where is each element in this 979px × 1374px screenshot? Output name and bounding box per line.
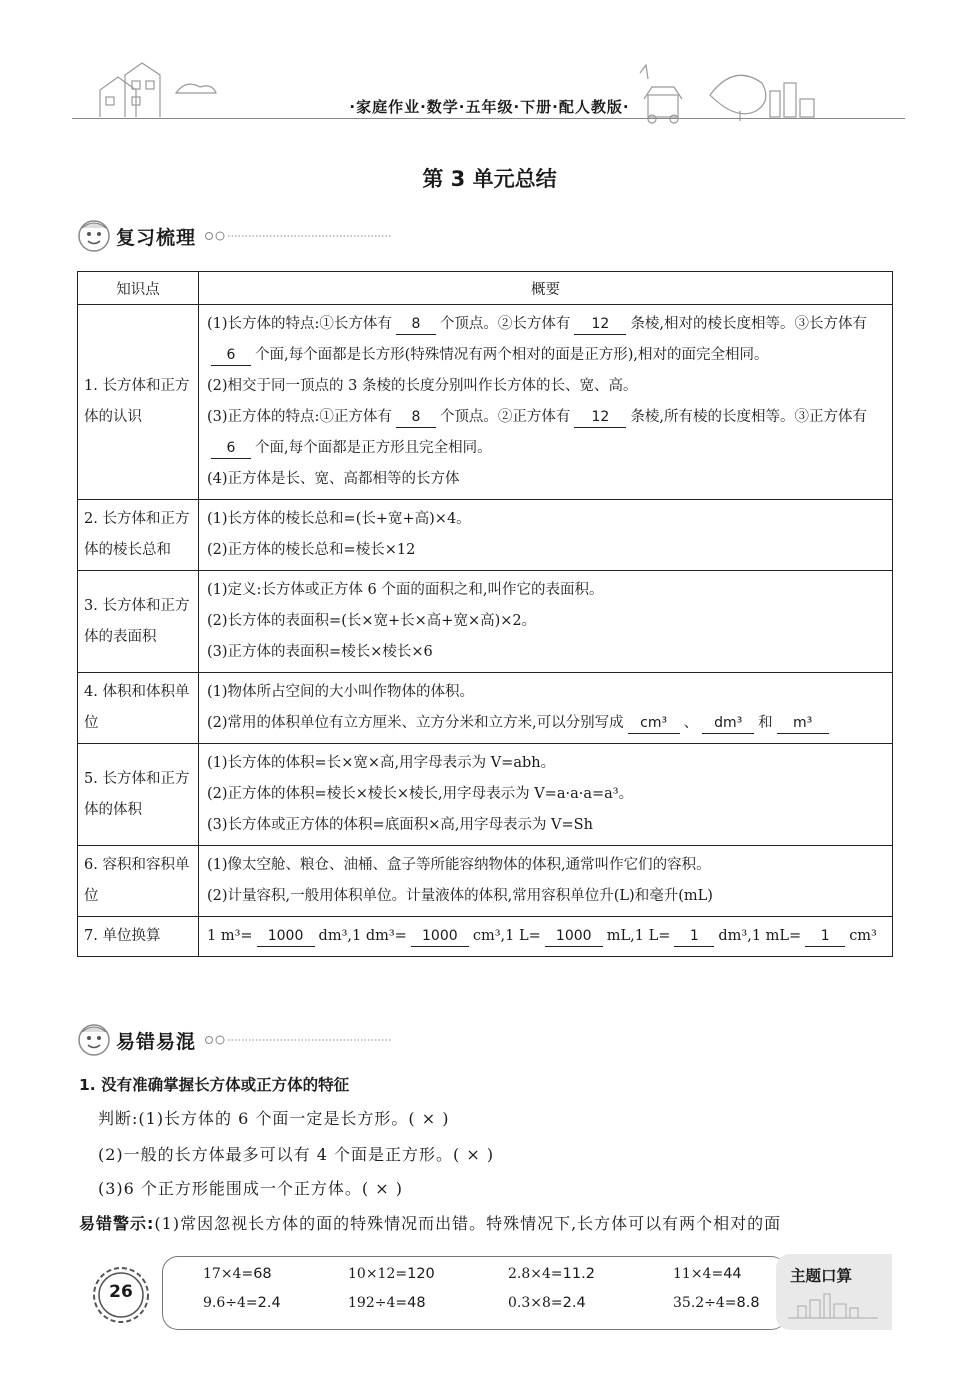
knowledge-point: 2. 长方体和正方体的棱长总和 xyxy=(78,500,199,571)
calc-answer: 44 xyxy=(723,1266,742,1282)
overview-line xyxy=(207,309,884,371)
header-illustration xyxy=(70,55,910,135)
overview-text: 条棱,相对的棱长度相等。③长方体有 xyxy=(630,316,868,332)
overview-line xyxy=(207,637,884,668)
answer-blank: 1 xyxy=(674,926,714,947)
overview-cell xyxy=(199,917,893,957)
overview-text: (1)定义:长方体或正方体 6 个面的面积之和,叫作它的表面积。 xyxy=(207,582,604,598)
overview-cell xyxy=(199,673,893,744)
mistakes-section-banner xyxy=(76,1020,394,1060)
mistake-item: (3)6 个正方形能围成一个正方体。( × ) xyxy=(98,1179,403,1198)
overview-line xyxy=(207,779,884,810)
calc-answer: 48 xyxy=(407,1295,426,1311)
overview-text: (2)计量容积,一般用体积单位。计量液体的体积,常用容积单位升(L)和毫升(mL) xyxy=(207,888,713,904)
dotted-rule xyxy=(204,231,394,241)
overview-text: mL,1 L= xyxy=(606,928,671,944)
calc-question: 35.2÷4= xyxy=(673,1295,737,1311)
table-row xyxy=(78,673,893,744)
overview-line xyxy=(207,881,884,912)
calc-question: 9.6÷4= xyxy=(203,1295,258,1311)
answer-blank: 8 xyxy=(396,314,436,335)
overview-line xyxy=(207,402,884,464)
mistake-item: (2)一般的长方体最多可以有 4 个面是正方形。( × ) xyxy=(98,1145,495,1164)
overview-line xyxy=(207,677,884,708)
knowledge-point: 6. 容积和容积单位 xyxy=(78,846,199,917)
overview-cell xyxy=(199,500,893,571)
overview-text: (3)正方体的表面积=棱长×棱长×6 xyxy=(207,644,433,660)
answer-blank: dm³ xyxy=(702,713,754,734)
review-section-label: 复习梳理 xyxy=(116,226,197,249)
overview-text: (1)物体所占空间的大小叫作物体的体积。 xyxy=(207,684,475,700)
overview-line xyxy=(207,708,884,739)
calc-answer: 8.8 xyxy=(736,1295,760,1311)
overview-line xyxy=(207,850,884,881)
dotted-rule xyxy=(204,1035,394,1045)
mental-math-grid xyxy=(203,1266,783,1324)
table-row xyxy=(78,500,893,571)
knowledge-point: 3. 长方体和正方体的表面积 xyxy=(78,571,199,673)
review-section-banner xyxy=(76,216,394,256)
calc-answer: 11.2 xyxy=(562,1266,595,1282)
knowledge-point: 4. 体积和体积单位 xyxy=(78,673,199,744)
table-row xyxy=(78,571,893,673)
overview-text: (2)长方体的表面积=(长×宽+长×高+宽×高)×2。 xyxy=(207,613,537,629)
overview-line xyxy=(207,371,884,402)
overview-text: 个面,每个面都是正方形且完全相同。 xyxy=(255,440,492,456)
overview-line xyxy=(207,535,884,566)
overview-line xyxy=(207,810,884,841)
calc-item xyxy=(673,1266,783,1295)
overview-line xyxy=(207,464,884,495)
overview-text: (2)正方体的体积=棱长×棱长×棱长,用字母表示为 V=a·a·a=a³。 xyxy=(207,786,634,802)
answer-blank: cm³ xyxy=(628,713,680,734)
calc-question: 10×12= xyxy=(348,1266,408,1282)
calc-question: 17×4= xyxy=(203,1266,254,1282)
calc-answer: 2.4 xyxy=(562,1295,586,1311)
overview-text: 个顶点。②长方体有 xyxy=(439,316,571,332)
calc-item xyxy=(508,1266,673,1295)
overview-text: (4)正方体是长、宽、高都相等的长方体 xyxy=(207,471,460,487)
overview-cell xyxy=(199,846,893,917)
table-row xyxy=(78,305,893,500)
calc-question: 0.3×8= xyxy=(508,1295,563,1311)
calc-item xyxy=(348,1266,508,1295)
mascot-icon xyxy=(76,1022,112,1058)
mistakes-section-label: 易错易混 xyxy=(116,1030,197,1053)
overview-line xyxy=(207,504,884,535)
table-header-point: 知识点 xyxy=(78,272,199,305)
overview-text: 个顶点。②正方体有 xyxy=(439,409,571,425)
page-title: 第 3 单元总结 xyxy=(422,167,557,191)
answer-blank: 12 xyxy=(574,314,626,335)
overview-line xyxy=(207,606,884,637)
overview-text: dm³,1 dm³= xyxy=(318,928,407,944)
answer-blank: 1000 xyxy=(411,926,469,947)
mistake-heading: 1. 没有准确掌握长方体或正方体的特征 xyxy=(79,1076,350,1094)
calc-answer: 2.4 xyxy=(257,1295,281,1311)
summary-table xyxy=(77,271,893,957)
answer-blank: 1 xyxy=(805,926,845,947)
header-title: ·家庭作业·数学·五年级·下册·配人教版· xyxy=(349,98,630,116)
overview-text: (2)常用的体积单位有立方厘米、立方分米和立方米,可以分别写成 xyxy=(207,715,624,731)
overview-text: 个面,每个面都是长方形(特殊情况有两个相对的面是正方形),相对的面完全相同。 xyxy=(255,347,769,363)
overview-text: (1)长方体的特点:①长方体有 xyxy=(207,316,392,332)
overview-text: 1 m³= xyxy=(207,928,253,944)
overview-cell xyxy=(199,744,893,846)
knowledge-point: 1. 长方体和正方体的认识 xyxy=(78,305,199,500)
overview-text: (2)相交于同一顶点的 3 条棱的长度分别叫作长方体的长、宽、高。 xyxy=(207,378,638,394)
overview-cell xyxy=(199,305,893,500)
knowledge-point: 7. 单位换算 xyxy=(78,917,199,957)
overview-text: (2)正方体的棱长总和=棱长×12 xyxy=(207,542,416,558)
overview-text: (1)像太空舱、粮仓、油桶、盒子等所能容纳物体的体积,通常叫作它们的容积。 xyxy=(207,857,711,873)
table-row xyxy=(78,846,893,917)
warning-label: 易错警示: xyxy=(79,1214,155,1233)
overview-text: 条棱,所有棱的长度相等。③正方体有 xyxy=(630,409,868,425)
table-row xyxy=(78,917,893,957)
answer-blank: 8 xyxy=(396,407,436,428)
calc-answer: 120 xyxy=(407,1266,435,1282)
table-header-overview: 概要 xyxy=(199,272,893,305)
mistake-warning xyxy=(79,1211,781,1234)
overview-text: dm³,1 mL= xyxy=(718,928,802,944)
header-rule xyxy=(72,118,905,119)
topic-label: 主题口算 xyxy=(790,1267,853,1285)
calc-item xyxy=(673,1295,783,1324)
overview-text: 和 xyxy=(758,715,773,731)
calc-question: 192÷4= xyxy=(348,1295,408,1311)
overview-text: 、 xyxy=(683,715,699,731)
overview-text: (3)正方体的特点:①正方体有 xyxy=(207,409,392,425)
calc-item xyxy=(348,1295,508,1324)
warning-text: (1)常因忽视长方体的面的特殊情况而出错。特殊情况下,长方体可以有两个相对的面 xyxy=(154,1214,782,1233)
overview-cell xyxy=(199,571,893,673)
page-number: 26 xyxy=(109,1282,133,1302)
answer-blank: 1000 xyxy=(257,926,315,947)
overview-text: (1)长方体的体积=长×宽×高,用字母表示为 V=abh。 xyxy=(207,755,556,771)
overview-text: (1)长方体的棱长总和=(长+宽+高)×4。 xyxy=(207,511,471,527)
overview-line xyxy=(207,921,884,952)
table-row xyxy=(78,744,893,846)
overview-line xyxy=(207,575,884,606)
overview-text: (3)长方体或正方体的体积=底面积×高,用字母表示为 V=Sh xyxy=(207,817,593,833)
answer-blank: m³ xyxy=(777,713,829,734)
overview-text: cm³,1 L= xyxy=(472,928,541,944)
answer-blank: 12 xyxy=(574,407,626,428)
calc-answer: 68 xyxy=(253,1266,272,1282)
mistake-item: 判断:(1)长方体的 6 个面一定是长方形。( × ) xyxy=(98,1109,450,1128)
calc-question: 11×4= xyxy=(673,1266,724,1282)
calc-item xyxy=(203,1266,348,1295)
calc-question: 2.8×4= xyxy=(508,1266,563,1282)
calc-item xyxy=(508,1295,673,1324)
answer-blank: 6 xyxy=(211,438,251,459)
skyline-icon xyxy=(788,1290,878,1320)
overview-line xyxy=(207,748,884,779)
mascot-icon xyxy=(76,218,112,254)
answer-blank: 1000 xyxy=(545,926,603,947)
answer-blank: 6 xyxy=(211,345,251,366)
knowledge-point: 5. 长方体和正方体的体积 xyxy=(78,744,199,846)
calc-item xyxy=(203,1295,348,1324)
overview-text: cm³ xyxy=(849,928,877,944)
